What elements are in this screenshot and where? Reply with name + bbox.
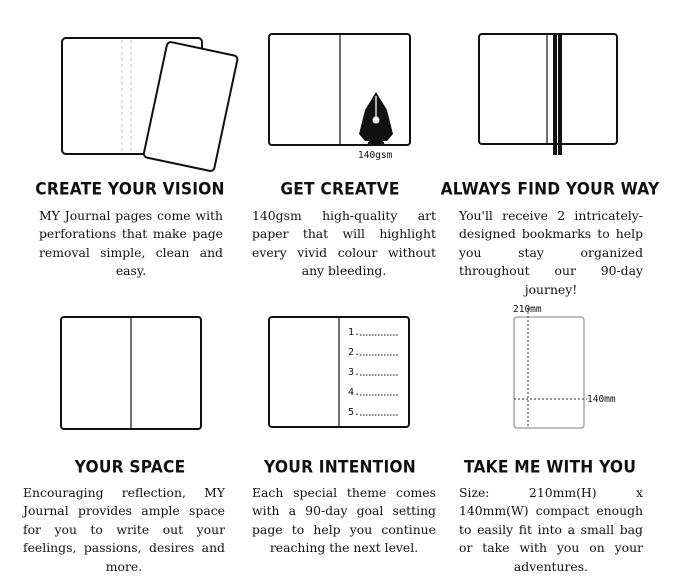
goal-number: 2. <box>348 347 361 358</box>
goal-number: 4. <box>348 387 361 398</box>
feature-create-your-vision <box>17 0 243 300</box>
feature-description: You'll receive 2 intricately-designed bookmarks to help you stay organized throughout our 90-day journey! <box>459 208 643 297</box>
height-label: 210mm <box>513 304 542 315</box>
feature-description: Size: 210mm(H) x 140mm(W) compact enough to easily fit into a small bag or take with you on your adventures. <box>459 485 643 574</box>
notebook-perforated-page-icon <box>17 0 243 150</box>
feature-description: Each special theme comes with a 90-day goal setting page to help you continue reaching the next level. <box>252 485 436 556</box>
notebook-size-diagram-icon <box>437 290 663 440</box>
feature-your-space <box>17 290 243 588</box>
feature-your-intention <box>227 290 453 588</box>
feature-get-creative <box>227 0 453 300</box>
feature-always-find-your-way <box>437 0 663 300</box>
notebook-pen-nib-icon <box>227 0 453 161</box>
feature-description: MY Journal pages come with perforations that make page removal simple, clean and easy. <box>39 208 223 279</box>
feature-title: YOUR SPACE <box>74 457 186 477</box>
feature-title: GET CREATVE <box>280 179 400 199</box>
notebook-goal-list-icon <box>227 290 453 440</box>
open-notebook-icon <box>17 290 243 440</box>
feature-description: 140gsm high-quality art paper that will highlight every vivid colour without any bleeding. <box>252 208 436 279</box>
notebook-bookmark-icon <box>437 0 663 150</box>
feature-description: Encouraging reflection, MY Journal provides ample space for you to write out your feelings, passions, desires and more. <box>23 485 225 574</box>
goal-number: 1. <box>348 327 361 338</box>
goal-number: 3. <box>348 367 361 378</box>
feature-title: YOUR INTENTION <box>264 457 416 477</box>
goal-number: 5. <box>348 407 361 418</box>
feature-title: TAKE ME WITH YOU <box>463 457 637 477</box>
feature-title: CREATE YOUR VISION <box>35 179 225 199</box>
width-label: 140mm <box>587 394 616 405</box>
feature-title: ALWAYS FIND YOUR WAY <box>440 179 660 199</box>
paper-weight-label: 140gsm <box>358 150 393 161</box>
feature-take-me-with-you <box>437 290 663 588</box>
